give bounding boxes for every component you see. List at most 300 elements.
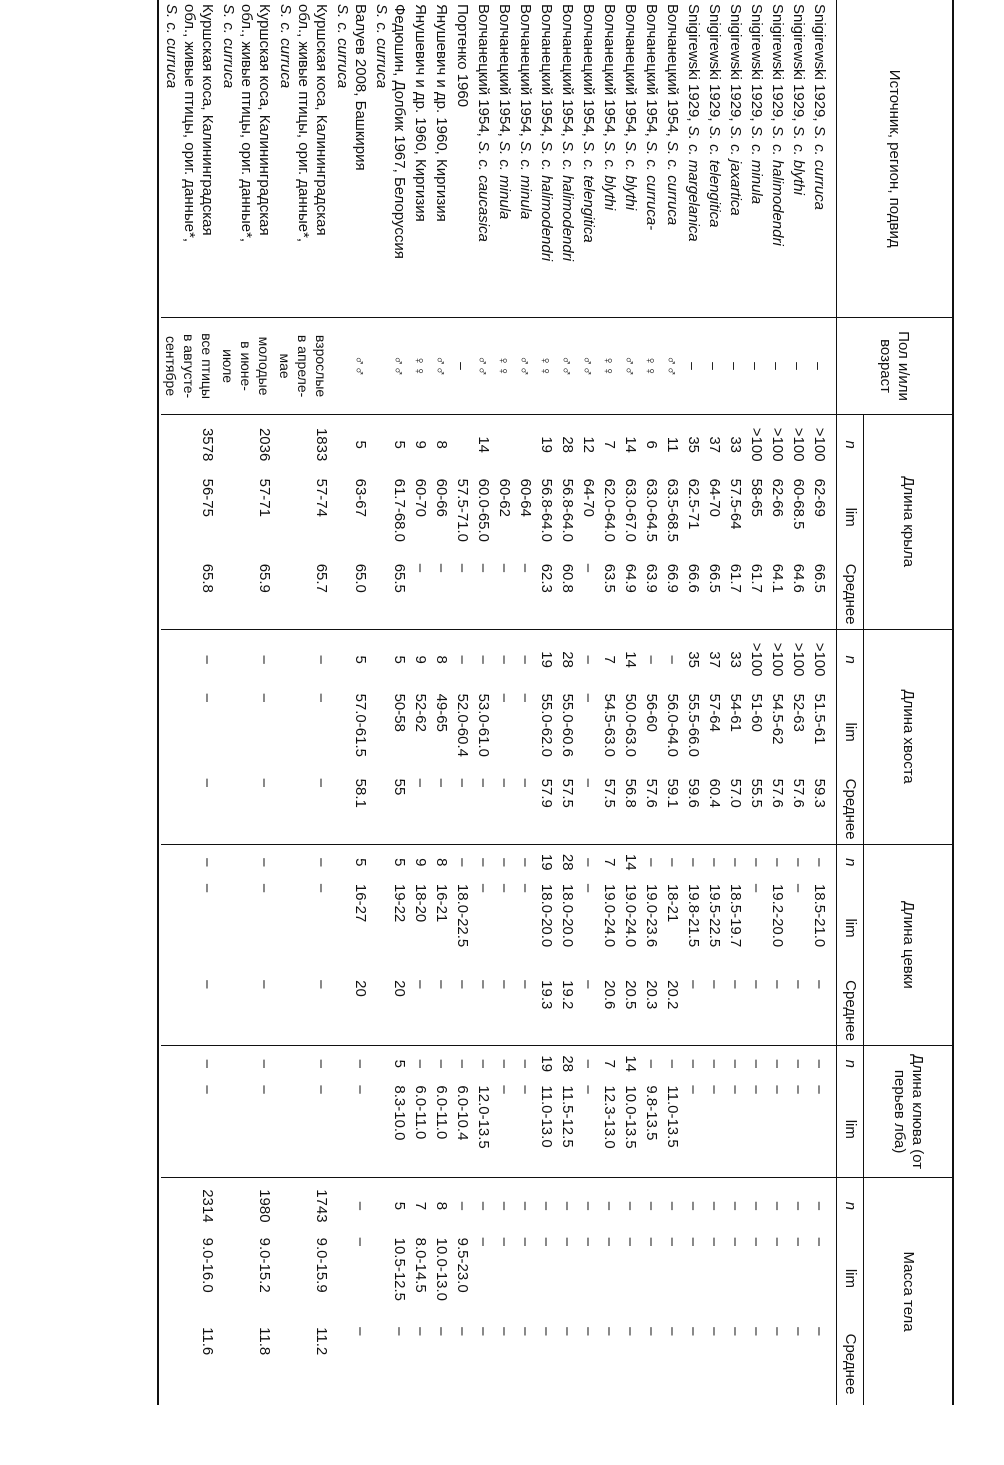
cell-tarsus-mean: 20.5	[620, 976, 641, 1045]
cell-sex-age: –	[788, 318, 809, 414]
cell-sex-age: ♂♂	[662, 318, 683, 414]
cell-tail-lim: 51.5-61	[811, 693, 828, 745]
cell-bill-lim: 11.0-13.0	[536, 1081, 557, 1177]
cell-bill-lim: 12.0-13.5	[473, 1081, 494, 1177]
cell-tarsus-n: –	[580, 858, 597, 867]
sex-age-text: сентябре	[163, 336, 179, 397]
cell-mass-n: –	[475, 1201, 492, 1211]
source-text: Волчанецкий 1954,	[496, 4, 513, 142]
cell-wing-mean: –	[578, 560, 599, 629]
cell-tarsus-mean: –	[767, 976, 788, 1045]
cell-bill-lim: 9.8-13.5	[641, 1081, 662, 1177]
cell-mass-mean: –	[391, 1327, 408, 1336]
cell-tail-lim: 52-62	[412, 693, 429, 732]
cell-mass-n: 8	[433, 1201, 450, 1211]
cell-bill-lim: –	[218, 1081, 275, 1177]
table-row	[161, 0, 218, 1405]
cell-tail-lim: 57-64	[706, 693, 723, 732]
cell-source	[746, 0, 767, 318]
cell-wing-lim: 60-62	[496, 478, 513, 517]
subspecies-text: S. c. minula	[517, 141, 534, 220]
cell-wing-n: 11	[664, 436, 681, 453]
cell-bill-n: –	[313, 1059, 330, 1068]
cell-mass-n: –	[706, 1201, 723, 1211]
cell-tail-n: 37	[706, 651, 723, 668]
cell-sex-age	[218, 318, 275, 414]
cell-wing-mean: 65.9	[218, 560, 275, 629]
cell-mass-lim: 9.0-15.9	[313, 1237, 330, 1293]
cell-wing-lim: 60-66	[433, 478, 450, 517]
subspecies-text: S. c. caucasica	[475, 141, 492, 242]
cell-bill-n: –	[454, 1059, 471, 1068]
cell-bill-n: 7	[601, 1059, 618, 1068]
sub-header-n: n	[837, 629, 864, 689]
cell-sex-age: ♂♂	[578, 318, 599, 414]
subspecies-text: S. c. blythi	[790, 125, 807, 195]
source-text: Snigirewski 1929,	[685, 4, 702, 126]
cell-mass-lim: 10.0-13.0	[433, 1237, 450, 1302]
cell-mass-n: 1743	[313, 1189, 330, 1223]
subspecies-text: S. c. curruca	[811, 125, 828, 210]
cell-wing-mean: –	[473, 560, 494, 629]
subspecies-text: S. c. curruca	[664, 141, 681, 226]
cell-tail-mean: 58.1	[332, 775, 371, 844]
cell-mass-mean: –	[433, 1327, 450, 1336]
source-text: Янушевич и др. 1960, Киргизия	[433, 4, 450, 222]
cell-mass-lim: –	[538, 1237, 555, 1246]
cell-tail-mean: –	[452, 775, 473, 844]
cell-mass-mean: 11.8	[256, 1327, 273, 1356]
cell-wing-n: 7	[601, 440, 618, 449]
cell-wing-n: 5	[352, 440, 369, 449]
cell-mass-mean: –	[643, 1327, 660, 1336]
cell-wing-mean: 65.7	[275, 560, 332, 629]
cell-wing-n: >100	[748, 427, 765, 462]
cell-mass-mean: –	[748, 1327, 765, 1336]
cell-bill-lim: –	[494, 1081, 515, 1177]
cell-sex-age: ♀♀	[536, 318, 557, 414]
source-text: Портенко 1960	[454, 4, 471, 108]
source-text: Snigirewski 1929,	[811, 4, 828, 126]
cell-tail-lim: –	[199, 693, 216, 702]
cell-mass-mean: 11.2	[313, 1327, 330, 1356]
cell-bill-n: –	[496, 1059, 513, 1068]
cell-wing-mean: 60.8	[557, 560, 578, 629]
cell-tail-mean: 57.0	[725, 775, 746, 844]
cell-source	[725, 0, 746, 318]
cell-tarsus-lim: 18-20	[412, 883, 429, 923]
cell-tail-n: –	[664, 655, 681, 664]
cell-mass-lim: –	[517, 1237, 534, 1246]
sub-header-mean: Среднее	[837, 775, 864, 844]
cell-source	[473, 0, 494, 318]
cell-wing-mean: 64.6	[788, 560, 809, 629]
cell-wing-lim: 56.8-64.0	[538, 478, 555, 543]
cell-tarsus-n: –	[454, 858, 471, 867]
cell-wing-n: 2036	[256, 427, 273, 462]
cell-tail-mean: –	[275, 775, 332, 844]
cell-sex-age: –	[704, 318, 725, 414]
cell-tail-mean: 56.8	[620, 775, 641, 844]
subspecies-text: S. c. halimodendri	[769, 125, 786, 246]
cell-tail-lim: 55.0-60.6	[559, 693, 576, 757]
cell-tarsus-n: –	[790, 858, 807, 867]
cell-mass-mean: –	[811, 1327, 828, 1336]
cell-sex-age: ♀♀	[599, 318, 620, 414]
cell-wing-mean: –	[410, 560, 431, 629]
cell-mass-lim: –	[475, 1237, 492, 1246]
bottom-rule	[157, 0, 159, 1405]
cell-tarsus-mean: –	[218, 976, 275, 1045]
cell-wing-n: 19	[538, 436, 555, 453]
cell-wing-n: 9	[412, 440, 429, 449]
subspecies-text: S. c. blythi	[601, 141, 618, 211]
cell-bill-lim: 6.0-11.0	[410, 1081, 431, 1177]
cell-tail-mean: 59.6	[683, 775, 704, 844]
cell-tarsus-n: –	[664, 858, 681, 867]
cell-wing-mean: –	[494, 560, 515, 629]
header-wing-length: Длина крыла	[864, 414, 954, 629]
cell-mass-lim: –	[601, 1237, 618, 1246]
cell-mass-lim: 9.0-15.2	[256, 1237, 273, 1293]
cell-sex-age: ♂♂	[515, 318, 536, 414]
table-row	[620, 0, 641, 1405]
cell-tarsus-n: 14	[622, 853, 639, 871]
cell-bill-lim: 8.3-10.0	[371, 1081, 410, 1177]
cell-wing-mean: 66.9	[662, 560, 683, 629]
source-text: Snigirewski 1929,	[706, 4, 723, 126]
cell-source	[536, 0, 557, 318]
cell-source	[410, 0, 431, 318]
cell-bill-n: –	[790, 1059, 807, 1068]
cell-mass-lim: –	[727, 1237, 744, 1246]
cell-mass-n: –	[643, 1201, 660, 1211]
header-body-mass: Масса тела	[864, 1178, 954, 1405]
sub-header-lim: lim	[837, 1234, 864, 1324]
cell-source	[788, 0, 809, 318]
cell-wing-mean: –	[431, 560, 452, 629]
cell-bill-lim: 6.0-11.0	[431, 1081, 452, 1177]
cell-sex-age: ♂♂	[431, 318, 452, 414]
cell-tail-mean: 60.4	[704, 775, 725, 844]
cell-mass-n: –	[811, 1201, 828, 1211]
cell-tarsus-mean: –	[578, 976, 599, 1045]
cell-tarsus-mean: 19.2	[557, 976, 578, 1045]
source-text: Волчанецкий 1954,	[622, 4, 639, 142]
cell-wing-n: 37	[706, 436, 723, 453]
cell-tarsus-mean: –	[275, 976, 332, 1045]
cell-sex-age: ♂♂	[371, 318, 410, 414]
cell-sex-age: –	[809, 318, 837, 414]
cell-wing-n: 3578	[199, 427, 216, 462]
source-text: обл., живые птицы, ориг. данные*,	[181, 4, 198, 243]
table-row	[371, 0, 410, 1405]
table-body	[161, 0, 837, 1405]
cell-tail-lim: 54.5-63.0	[601, 693, 618, 757]
cell-tail-n: 5	[352, 655, 369, 664]
cell-wing-mean: 61.7	[725, 560, 746, 629]
table-row	[662, 0, 683, 1405]
cell-mass-n: –	[622, 1201, 639, 1211]
source-text: Волчанецкий 1954,	[601, 4, 618, 142]
cell-bill-n: 28	[559, 1055, 576, 1073]
cell-tarsus-lim: –	[580, 883, 597, 893]
cell-tail-mean: 57.6	[788, 775, 809, 844]
cell-tail-n: 19	[538, 651, 555, 668]
cell-sex-age: ♂♂	[473, 318, 494, 414]
cell-wing-n: 33	[727, 436, 744, 453]
sub-header-lim: lim	[837, 475, 864, 560]
cell-tarsus-n: 5	[391, 858, 408, 867]
cell-wing-n: >100	[811, 427, 828, 462]
cell-mass-lim: 9.5-23.0	[454, 1237, 471, 1293]
table-row	[641, 0, 662, 1405]
cell-mass-mean: –	[769, 1327, 786, 1336]
cell-mass-n: –	[664, 1201, 681, 1211]
subspecies-text: S. c. halimodendri	[559, 141, 576, 262]
cell-tail-n: 14	[622, 651, 639, 668]
cell-bill-n: –	[727, 1059, 744, 1068]
cell-source	[371, 0, 410, 318]
cell-sex-age: ♀♀	[494, 318, 515, 414]
sex-age-text: мае	[277, 353, 293, 379]
cell-tarsus-lim: 18.5-21.0	[811, 883, 828, 948]
cell-tarsus-mean: –	[494, 976, 515, 1045]
cell-tarsus-lim: –	[475, 883, 492, 893]
cell-tail-lim: –	[313, 693, 330, 702]
sub-header-lim: lim	[837, 1081, 864, 1177]
cell-tarsus-lim: 18.0-20.0	[538, 883, 555, 948]
cell-mass-n: –	[748, 1201, 765, 1211]
cell-tarsus-mean: –	[809, 976, 837, 1045]
cell-mass-n: –	[454, 1201, 471, 1211]
cell-mass-lim: –	[769, 1237, 786, 1246]
header-sex-age: Пол и/или возраст	[837, 318, 954, 414]
cell-tarsus-lim: 16-21	[433, 883, 450, 923]
sub-header-mean: Среднее	[837, 976, 864, 1045]
cell-sex-age: ♀♀	[641, 318, 662, 414]
cell-tail-lim: 55.0-62.0	[538, 693, 555, 757]
cell-tarsus-lim: 19-22	[391, 883, 408, 923]
cell-tarsus-mean: –	[410, 976, 431, 1045]
table-row	[683, 0, 704, 1405]
cell-tarsus-lim: –	[748, 883, 765, 893]
cell-wing-n: 35	[685, 436, 702, 453]
cell-mass-mean: –	[727, 1327, 744, 1336]
cell-mass-lim: –	[580, 1237, 597, 1246]
cell-bill-lim: –	[809, 1081, 837, 1177]
source-text: Волчанецкий 1954,	[559, 4, 576, 142]
cell-sex-age: ♂♂	[557, 318, 578, 414]
header-tail-length: Длина хвоста	[864, 629, 954, 844]
cell-tarsus-n: –	[748, 858, 765, 867]
cell-tail-n: –	[475, 655, 492, 664]
cell-tail-mean: –	[431, 775, 452, 844]
cell-wing-lim: 57-71	[256, 478, 273, 517]
cell-wing-lim: 60-68.5	[790, 478, 807, 530]
cell-tarsus-lim: –	[517, 883, 534, 893]
sex-age-text: все птицы	[199, 333, 215, 399]
cell-mass-mean: –	[475, 1327, 492, 1336]
cell-wing-lim: 64-70	[580, 478, 597, 517]
cell-tarsus-mean: 20	[371, 976, 410, 1045]
cell-bill-n: 5	[391, 1059, 408, 1068]
cell-mass-mean: –	[412, 1327, 429, 1336]
cell-wing-mean: 64.9	[620, 560, 641, 629]
cell-tarsus-n: –	[769, 858, 786, 867]
cell-wing-mean: –	[515, 560, 536, 629]
cell-tail-n: 35	[685, 651, 702, 668]
cell-tarsus-lim: 19.0-24.0	[622, 883, 639, 948]
cell-wing-n: 14	[475, 436, 492, 453]
sex-age-text: в июне-	[238, 341, 254, 391]
cell-source	[275, 0, 332, 318]
cell-mass-lim: –	[352, 1237, 369, 1246]
cell-mass-n: 1980	[256, 1189, 273, 1223]
cell-wing-lim: 61.7-68.0	[391, 478, 408, 543]
cell-wing-mean: 66.6	[683, 560, 704, 629]
cell-wing-lim: 60-64	[517, 478, 534, 517]
cell-tail-n: 9	[412, 655, 429, 664]
cell-tail-mean: 57.9	[536, 775, 557, 844]
cell-source	[452, 0, 473, 318]
cell-bill-lim: –	[725, 1081, 746, 1177]
cell-tail-lim: 56.0-64.0	[664, 693, 681, 757]
cell-tail-mean: 59.3	[809, 775, 837, 844]
cell-wing-mean: 64.1	[767, 560, 788, 629]
sex-age-text: в апреле-	[295, 334, 311, 398]
cell-tail-n: –	[199, 655, 216, 664]
header-bill-length: Длина клюва (от перьев лба)	[864, 1046, 954, 1178]
cell-tarsus-lim: 18.5-19.7	[727, 883, 744, 948]
cell-source	[161, 0, 218, 318]
source-text: Snigirewski 1929,	[769, 4, 786, 126]
cell-tarsus-lim: –	[199, 883, 216, 893]
cell-tail-n: –	[517, 655, 534, 664]
sub-header-n: n	[837, 1178, 864, 1234]
cell-tail-n: –	[580, 655, 597, 664]
cell-tarsus-mean: –	[431, 976, 452, 1045]
table-row	[725, 0, 746, 1405]
cell-bill-lim: –	[704, 1081, 725, 1177]
header-tarsus-length: Длина цевки	[864, 844, 954, 1046]
sub-header-n: n	[837, 844, 864, 880]
cell-wing-mean: 65.5	[371, 560, 410, 629]
cell-mass-mean: –	[496, 1327, 513, 1336]
cell-tail-n: 33	[727, 651, 744, 668]
cell-bill-n: –	[664, 1059, 681, 1068]
cell-bill-n: –	[685, 1059, 702, 1068]
cell-tail-mean: 57.6	[641, 775, 662, 844]
cell-wing-lim: 62-69	[811, 478, 828, 517]
cell-tarsus-lim: 18-21	[664, 883, 681, 923]
cell-wing-lim: 60-70	[412, 478, 429, 517]
cell-tail-n: >100	[811, 642, 828, 677]
cell-tarsus-n: –	[517, 858, 534, 867]
cell-tail-mean: –	[494, 775, 515, 844]
table-row	[599, 0, 620, 1405]
cell-source	[599, 0, 620, 318]
table-row	[494, 0, 515, 1405]
source-text: Волчанецкий 1954,	[517, 4, 534, 142]
cell-tail-n: –	[256, 655, 273, 664]
cell-bill-n: –	[748, 1059, 765, 1068]
cell-tail-lim: 56-60	[643, 693, 660, 732]
cell-tarsus-lim: –	[313, 883, 330, 893]
cell-source	[683, 0, 704, 318]
cell-mass-mean: –	[559, 1327, 576, 1336]
group-header-row	[864, 0, 954, 1405]
cell-tarsus-n: –	[256, 858, 273, 867]
cell-tarsus-lim: 19.5-22.5	[706, 883, 723, 948]
cell-wing-n	[494, 414, 515, 474]
cell-sex-age: –	[725, 318, 746, 414]
cell-tail-n: >100	[790, 642, 807, 677]
cell-tarsus-mean: –	[683, 976, 704, 1045]
cell-tail-lim: 53.0-61.0	[475, 693, 492, 757]
cell-tail-n: –	[454, 655, 471, 664]
subspecies-text: S. c. jaxartica	[727, 125, 744, 216]
cell-wing-lim: 56-75	[199, 478, 216, 517]
table-row	[410, 0, 431, 1405]
cell-mass-lim: –	[790, 1237, 807, 1246]
sub-header-mean: Среднее	[837, 560, 864, 629]
subspecies-text: S. c. curruca-	[643, 141, 660, 231]
cell-mass-lim: –	[622, 1237, 639, 1246]
cell-wing-mean: –	[452, 560, 473, 629]
cell-wing-n: 6	[643, 440, 660, 449]
cell-bill-lim: –	[767, 1081, 788, 1177]
table-row	[473, 0, 494, 1405]
cell-tarsus-mean: –	[515, 976, 536, 1045]
cell-mass-n: –	[580, 1201, 597, 1211]
cell-mass-n: –	[685, 1201, 702, 1211]
cell-tarsus-mean: –	[452, 976, 473, 1045]
cell-wing-mean: 63.5	[599, 560, 620, 629]
cell-tail-n: –	[496, 655, 513, 664]
sub-header-lim: lim	[837, 690, 864, 775]
source-text: обл., живые птицы, ориг. данные*,	[238, 4, 255, 243]
cell-bill-lim: –	[683, 1081, 704, 1177]
cell-wing-lim: 62-66	[769, 478, 786, 517]
cell-wing-lim: 57.5-71.0	[454, 478, 471, 543]
cell-wing-n: 1833	[313, 427, 330, 462]
cell-wing-n: 14	[622, 436, 639, 453]
cell-tarsus-mean: 20	[332, 976, 371, 1045]
cell-wing-mean: 62.3	[536, 560, 557, 629]
cell-bill-n: –	[199, 1059, 216, 1068]
cell-sex-age: ♂♂	[620, 318, 641, 414]
cell-tail-mean: 57.5	[557, 775, 578, 844]
cell-tail-lim: 51-60	[748, 693, 765, 732]
sex-age-text: июле	[220, 349, 236, 384]
cell-tarsus-lim: –	[256, 883, 273, 893]
cell-tail-mean: –	[218, 775, 275, 844]
cell-mass-lim: –	[748, 1237, 765, 1246]
table-row	[536, 0, 557, 1405]
table-row	[452, 0, 473, 1405]
cell-tail-lim: –	[496, 693, 513, 702]
cell-tarsus-mean: –	[704, 976, 725, 1045]
cell-mass-lim: 8.0-14.5	[412, 1237, 429, 1293]
table-row	[515, 0, 536, 1405]
table-row	[275, 0, 332, 1405]
cell-tarsus-n: –	[811, 858, 828, 867]
source-text: Snigirewski 1929,	[727, 4, 744, 126]
cell-mass-lim: –	[496, 1237, 513, 1246]
cell-mass-lim: –	[811, 1237, 828, 1246]
subspecies-text: S. c. telengitica	[580, 141, 597, 243]
